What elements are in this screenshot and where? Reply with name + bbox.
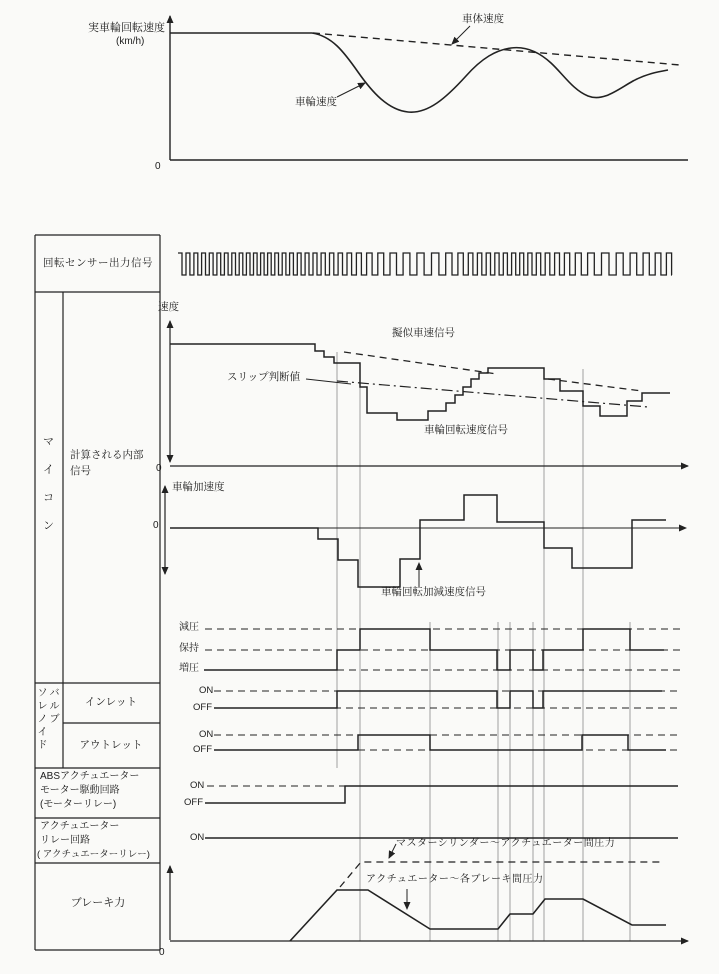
- outlet-on-label: ON: [199, 729, 214, 740]
- wheel-speed-arrow: [337, 83, 365, 97]
- slip-threshold-dashdot: [337, 381, 648, 407]
- row-label-solenoid: ソレノイド: [37, 688, 48, 751]
- speed-axis-label: 速度: [158, 301, 179, 313]
- row-label-relay-1: アクチュエーター: [40, 821, 120, 832]
- slip-threshold-label: スリップ判断値: [227, 371, 301, 383]
- body-speed-arrow: [452, 26, 470, 44]
- row-label-relay-2: リレー回路: [40, 835, 90, 846]
- wheel-accel-signal: [170, 495, 666, 587]
- master-cylinder-pressure-label: マスターシリンダー〜アクチュエーター間圧力: [396, 838, 616, 849]
- row-label-abs-2: モーター駆動回路: [40, 785, 120, 796]
- actuator-brake-pressure-label: アクチュエーター〜各ブレーキ間圧力: [366, 874, 544, 885]
- row-label-sensor: 回転センサー出力信号: [43, 257, 153, 269]
- motor-on-label: ON: [190, 780, 205, 791]
- top-chart-ylabel: 実車輪回転速度: [88, 22, 165, 34]
- row-label-micon: マイコン: [43, 436, 54, 532]
- pressure-hold-label: 保持: [179, 643, 199, 654]
- inlet-off-label: OFF: [193, 702, 212, 713]
- motor-off-label: OFF: [184, 797, 203, 808]
- top-chart-unit: (km/h): [116, 36, 145, 47]
- outlet-off-label: OFF: [193, 744, 212, 755]
- vehicle-body-speed-dashed: [313, 33, 680, 65]
- pseudo-vehicle-speed-dashed-2: [548, 379, 642, 391]
- wheel-rotation-signal-label: 車輪回転速度信号: [424, 424, 508, 436]
- outlet-signal: [214, 735, 666, 750]
- inlet-on-label: ON: [199, 685, 214, 696]
- row-label-internal-signal-2: 信号: [70, 465, 91, 477]
- inlet-signal: [214, 691, 662, 708]
- row-label-internal-signal-1: 計算される内部: [70, 449, 144, 461]
- actual-wheel-speed-flat-and-curve: [170, 33, 668, 112]
- row-label-outlet: アウトレット: [79, 739, 143, 751]
- accel-zero: 0: [153, 520, 159, 531]
- accel-signal-label: 車輪回転加減速度信号: [381, 586, 486, 598]
- sensor-pulse-train: [178, 253, 672, 275]
- pseudo-speed-label: 擬似車速信号: [392, 327, 455, 339]
- brake-pressure-signal: [290, 890, 666, 941]
- row-label-valve: バルブ: [49, 688, 60, 725]
- body-speed-label: 車体速度: [462, 13, 504, 25]
- pressure-increase-label: 増圧: [179, 663, 199, 674]
- brake-chart-origin: 0: [159, 947, 165, 958]
- wheel-speed-label: 車輪速度: [295, 96, 337, 108]
- master-label-leader: [389, 844, 396, 858]
- row-label-abs-3: (モーターリレー): [40, 799, 117, 810]
- row-label-relay-3: ( アクチュエーターリレー): [37, 849, 150, 860]
- relay-on-label: ON: [190, 832, 205, 843]
- motor-relay-signal: [205, 786, 678, 803]
- top-chart-origin: 0: [155, 161, 161, 172]
- pseudo-vehicle-speed-dashed-1: [344, 352, 497, 374]
- row-label-inlet: インレット: [84, 696, 138, 708]
- pressure-decrease-label: 減圧: [179, 622, 199, 633]
- row-label-abs-1: ABSアクチュエーター: [40, 771, 140, 782]
- row-label-brake-force: ブレーキ力: [70, 897, 126, 909]
- accel-axis-label: 車輪加速度: [172, 481, 225, 493]
- speed-zero: 0: [156, 463, 162, 474]
